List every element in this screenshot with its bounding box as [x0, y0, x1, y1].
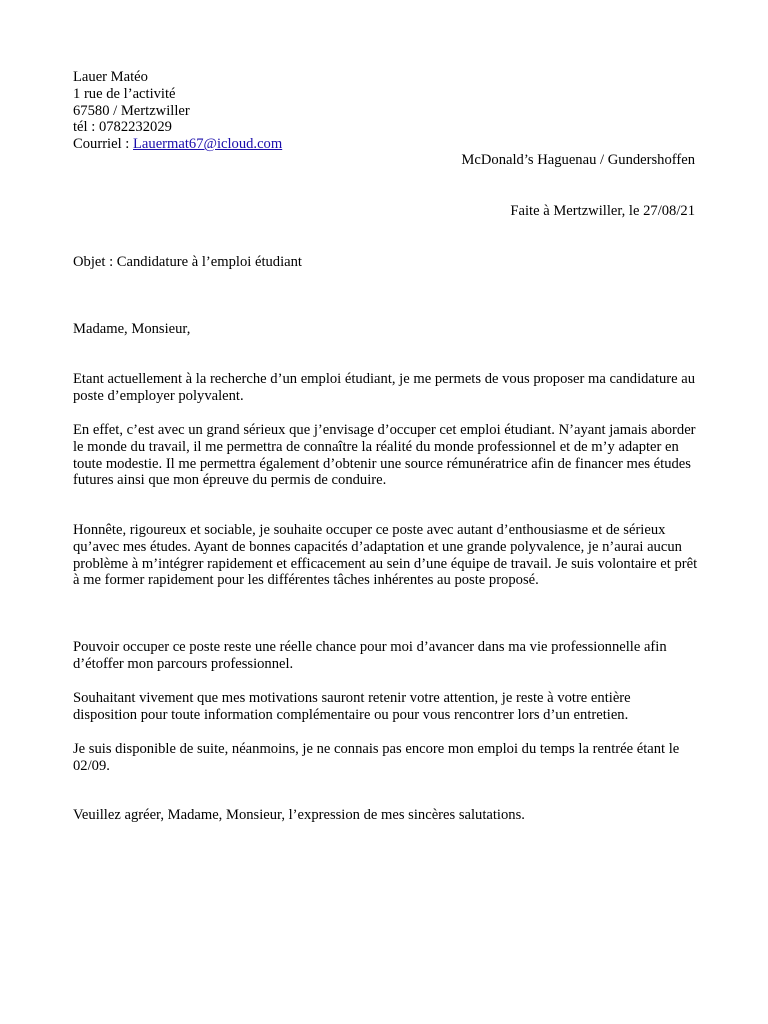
- sender-email-link[interactable]: Lauermat67@icloud.com: [133, 136, 283, 153]
- sender-city: 67580 / Mertzwiller: [73, 102, 190, 119]
- paragraph-opportunity: Pouvoir occuper ce poste reste une réelle chance pour moi d’avancer dans ma vie professionnelle afin d’étoffer mon parcours professionnel.: [73, 639, 667, 672]
- sender-email-line: [73, 136, 282, 153]
- sender-street: 1 rue de l’activité: [73, 85, 176, 102]
- paragraph-schedule: Je suis disponible de suite, néanmoins, je ne connais pas encore mon emploi du temps la rentrée étant le 02/09.: [73, 741, 680, 774]
- paragraph-motivation: En effet, c’est avec un grand sérieux que j’envisage d’occuper cet emploi étudiant. N’ayant jamais aborder le monde du travail, il me permettra de connaître la réalité du monde professionnel et de m’y adapter en toute modestie. Il me permettra également d’obtenir une source rémunératrice afin de financer mes études futures ainsi que mon épreuve du permis de conduire.: [73, 422, 696, 489]
- sender-block: [73, 69, 282, 153]
- paragraph-availability-interview: Souhaitant vivement que mes motivations sauront retenir votre attention, je reste à votre entière disposition pour toute information complémentaire ou pour vous rencontrer lors d’un entretien.: [73, 690, 631, 723]
- sender-name: Lauer Matéo: [73, 69, 148, 85]
- salutation: Madame, Monsieur,: [73, 321, 191, 337]
- subject-line: Objet : Candidature à l’emploi étudiant: [73, 254, 302, 270]
- paragraph-intro: Etant actuellement à la recherche d’un emploi étudiant, je me permets de vous proposer ma candidature au poste d’employer polyvalent.: [73, 371, 696, 404]
- recipient: McDonald’s Haguenau / Gundershoffen: [461, 152, 695, 168]
- paragraph-qualities: Honnête, rigoureux et sociable, je souhaite occuper ce poste avec autant d’enthousiasme et de sérieux qu’avec mes études. Ayant de bonnes capacités d’adaptation et une grande polyvalence, je n’aurai aucun problème à m’intégrer rapidement et efficacement au sein d’une équipe de travail. Je suis volontaire et prêt à me former rapidement pour les différentes tâches inhérentes au poste proposé.: [73, 522, 698, 589]
- sender-email-label: Courriel :: [73, 136, 133, 153]
- place-date: Faite à Mertzwiller, le 27/08/21: [510, 203, 695, 219]
- closing-formula: Veuillez agréer, Madame, Monsieur, l’expression de mes sincères salutations.: [73, 807, 525, 823]
- sender-phone: tél : 0782232029: [73, 119, 172, 136]
